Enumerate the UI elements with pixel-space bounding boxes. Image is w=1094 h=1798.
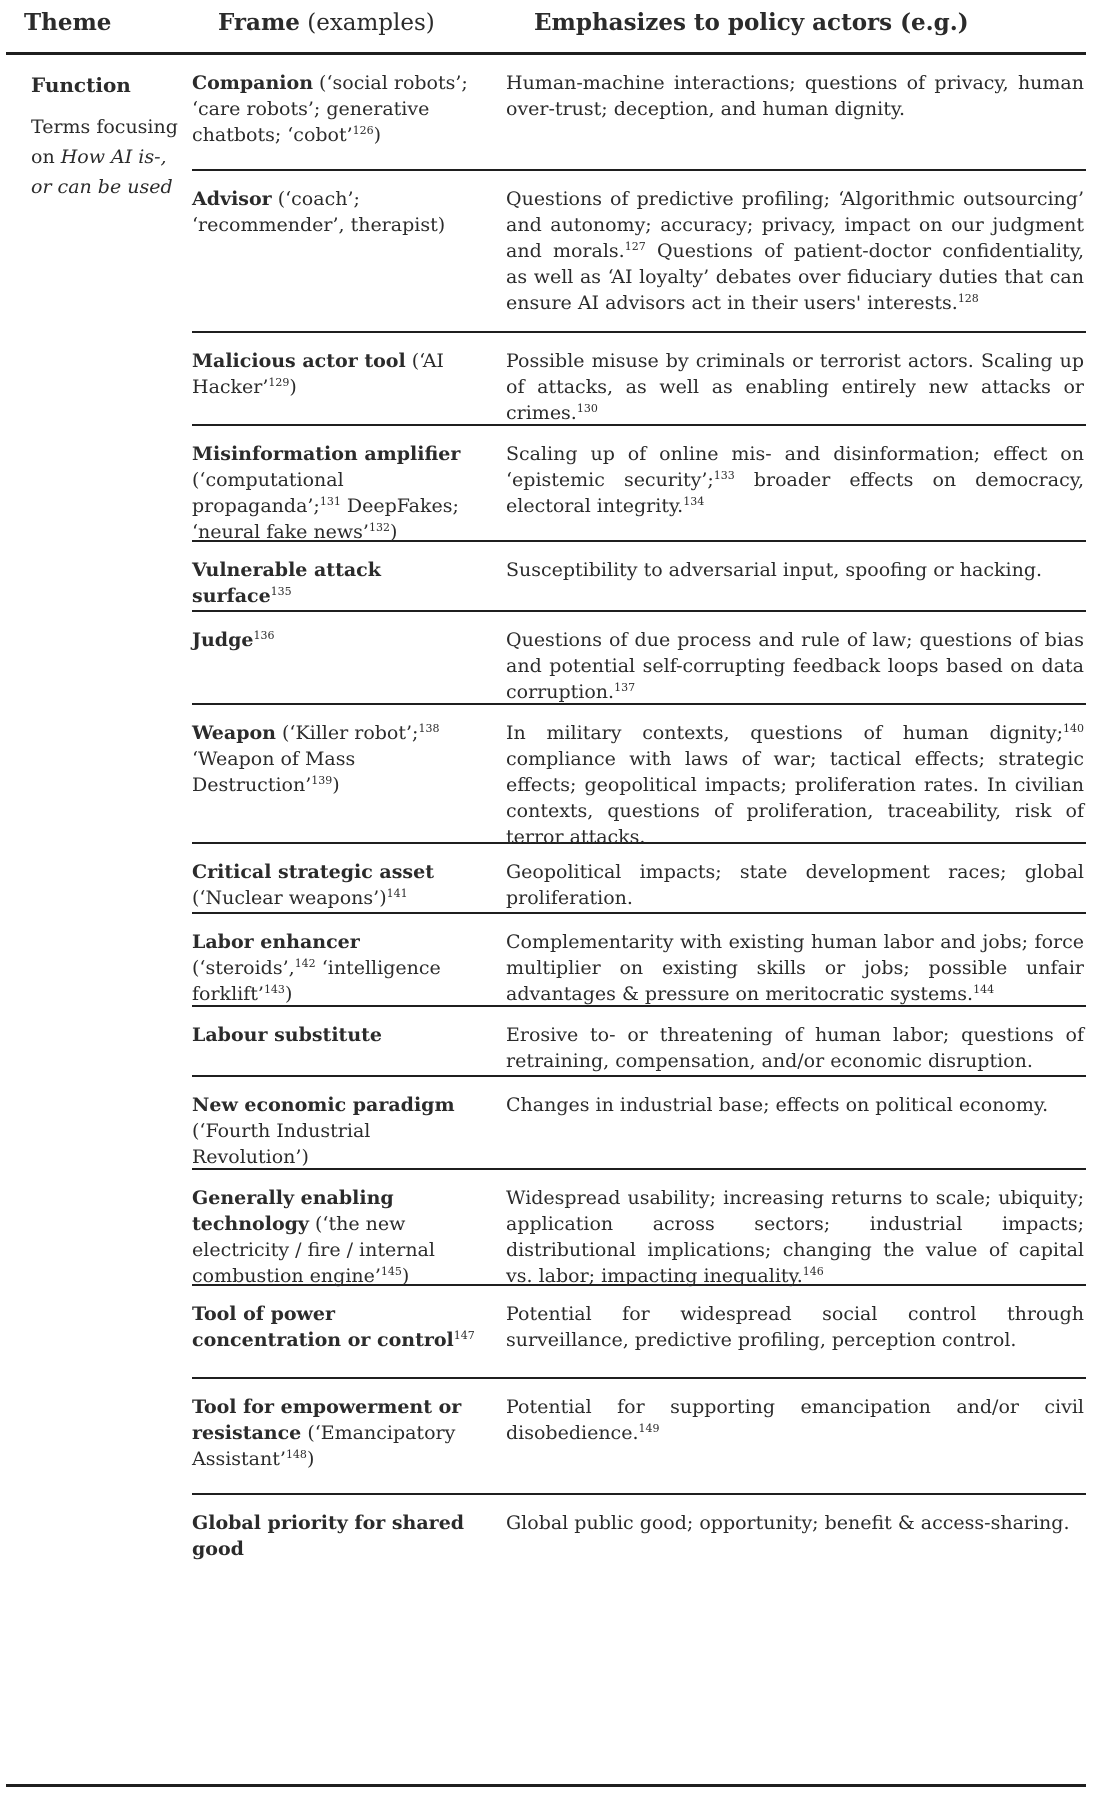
frame-cell: [192, 1394, 484, 1472]
footnote-ref: 135: [270, 585, 292, 598]
frame-examples: (‘social robots’; ‘care robots’; generative chatbots; ‘cobot’: [192, 72, 468, 146]
frame-examples-cont: ): [284, 983, 293, 1005]
emphasis-text: Potential for widespread social control through surveillance, predictive profiling, perception control.: [506, 1303, 1084, 1351]
header-frame: Frame (examples): [218, 9, 435, 36]
table-body: [192, 55, 1086, 1576]
frame-name: Tool for empowerment or resistance: [192, 1396, 462, 1444]
frame-examples-cont: ): [332, 774, 340, 796]
emphasis-text: Complementarity with existing human labor and jobs; force multiplier on existing skills or jobs; possible unfair advantages & pressure on meritocratic systems.: [506, 931, 1084, 1005]
emphasis-cell: [506, 859, 1084, 911]
emphasis-text: Human-machine interactions; questions of privacy, human over-trust; deception, and human dignity.: [506, 72, 1084, 120]
frame-examples: (‘the new electricity / fire / internal combustion engine’: [192, 1213, 435, 1287]
emphasis-text-cont: Questions of patient-doctor confidentiality, as well as ‘AI loyalty’ debates over fiduciary duties that can ensure AI advisors act in their users' interests.: [506, 240, 1084, 314]
table-row: [192, 612, 1086, 705]
footnote-ref: 148: [285, 1448, 307, 1461]
table-row: [192, 171, 1086, 333]
footnote-ref: 147: [453, 1329, 475, 1342]
emphasis-cell: [506, 557, 1084, 583]
table-row: [192, 1007, 1086, 1077]
footnote-ref: 131: [319, 495, 341, 508]
frame-cell: [192, 70, 484, 148]
emphasis-text: Questions of predictive profiling; ‘Algorithmic outsourcing’ and autonomy; accuracy; privacy, impact on our judgment and morals.: [506, 188, 1084, 262]
frame-examples-cont: DeepFakes; ‘neural fake news’: [192, 495, 459, 543]
emphasis-cell: [506, 1510, 1084, 1536]
footnote-ref: 130: [576, 402, 598, 415]
footnote-ref: 142: [294, 957, 316, 970]
frame-cell: [192, 441, 484, 545]
frame-name: Weapon: [192, 722, 276, 744]
frame-examples: (‘Nuclear weapons’): [192, 887, 387, 909]
footnote-ref: 146: [802, 1265, 824, 1278]
frame-cell: [192, 1022, 484, 1048]
frame-name: Labor enhancer: [192, 931, 360, 953]
frame-cell: [192, 627, 484, 653]
frame-cell: [192, 186, 484, 238]
emphasis-text: Potential for supporting emancipation and/or civil disobedience.: [506, 1396, 1084, 1444]
table-row: [192, 542, 1086, 612]
frame-examples-cont: ‘intelligence forklift’: [192, 957, 441, 1005]
footnote-ref: 149: [638, 1422, 660, 1435]
frame-examples: (‘computational propaganda’;: [192, 469, 344, 517]
emphasis-text: Scaling up of online mis- and disinformation; effect on ‘epistemic security’;: [506, 443, 1084, 491]
frame-examples-cont: ): [306, 1448, 315, 1470]
emphasis-cell: [506, 1022, 1084, 1074]
footnote-ref: 137: [614, 681, 636, 694]
emphasis-text: Changes in industrial base; effects on political economy.: [506, 1094, 1049, 1116]
table-row: [192, 1379, 1086, 1495]
footnote-ref: 129: [268, 376, 290, 389]
table-row: [192, 426, 1086, 542]
footnote-ref: 128: [957, 292, 979, 305]
frame-cell: [192, 1185, 484, 1289]
table: [6, 0, 1086, 1560]
table-row: [192, 1170, 1086, 1286]
table-row: [192, 55, 1086, 171]
footnote-ref: 140: [1063, 722, 1084, 735]
frame-cell: [192, 1301, 484, 1353]
frame-cell: [192, 557, 484, 609]
footnote-ref: 136: [253, 629, 275, 642]
table-row: [192, 844, 1086, 914]
frame-name: New economic paradigm: [192, 1094, 455, 1116]
emphasis-text: Susceptibility to adversarial input, spoofing or hacking.: [506, 559, 1043, 581]
frame-cell: [192, 859, 484, 911]
table-row: [192, 1495, 1086, 1576]
footnote-ref: 132: [368, 521, 390, 534]
emphasis-cell: [506, 348, 1084, 426]
footnote-ref: 127: [624, 240, 646, 253]
frame-cell: [192, 1092, 484, 1170]
bottom-rule: [6, 1784, 1086, 1787]
theme-description: Terms focusing on How AI is-, or can be used: [31, 116, 178, 198]
frame-examples-cont: ): [373, 124, 382, 146]
emphasis-cell: [506, 929, 1084, 1007]
footnote-ref: 145: [380, 1265, 402, 1278]
header-theme: Theme: [24, 9, 112, 36]
frame-name: Malicious actor tool: [192, 350, 406, 372]
frame-examples: (‘Emancipatory Assistant’: [192, 1422, 456, 1470]
emphasis-cell: [506, 186, 1084, 316]
emphasis-text: Geopolitical impacts; state development races; global proliferation.: [506, 861, 1084, 909]
frame-name: Advisor: [192, 188, 272, 210]
table-header: [6, 0, 1086, 52]
emphasis-text: Questions of due process and rule of law; questions of bias and potential self-corrupting feedback loops based on data corruption.: [506, 629, 1084, 703]
emphasis-cell: [506, 1394, 1084, 1446]
frame-name: Global priority for shared good: [192, 1512, 465, 1560]
header-emphasizes: Emphasizes to policy actors (e.g.): [534, 9, 969, 36]
emphasis-text: Possible misuse by criminals or terrorist actors. Scaling up of attacks, as well as enabling entirely new attacks or crimes.: [506, 350, 1084, 424]
emphasis-text: Erosive to- or threatening of human labor; questions of retraining, compensation, and/or economic disruption.: [506, 1024, 1084, 1072]
footnote-ref: 133: [713, 469, 735, 482]
emphasis-text-cont: broader effects on democracy, electoral integrity.: [506, 469, 1084, 517]
frame-examples-cont: ‘Weapon of Mass Destruction’: [192, 748, 356, 796]
table-row: [192, 1077, 1086, 1170]
emphasis-cell: [506, 627, 1084, 705]
footnote-ref: 143: [263, 983, 285, 996]
emphasis-cell: [506, 1185, 1084, 1289]
footnote-ref: 139: [311, 774, 333, 787]
frame-examples: (‘Killer robot’;: [275, 722, 419, 744]
frame-examples: (‘steroids’,: [192, 957, 295, 979]
frame-examples: (‘AI Hacker’: [192, 350, 444, 398]
table-row: [192, 705, 1086, 848]
footnote-ref: 138: [418, 722, 440, 735]
emphasis-cell: [506, 1092, 1084, 1118]
frame-examples-cont: ): [401, 1265, 410, 1287]
frame-name: Companion: [192, 72, 314, 94]
footnote-ref: 141: [386, 887, 408, 900]
frame-examples: (‘coach’; ‘recommender’, therapist): [192, 188, 446, 236]
frame-examples-cont: ): [289, 376, 297, 398]
emphasis-cell: [506, 441, 1084, 519]
frame-cell: [192, 1510, 484, 1562]
emphasis-cell: [506, 1301, 1084, 1353]
table-row: [192, 914, 1086, 1007]
frame-name: Misinformation amplifier: [192, 443, 461, 465]
emphasis-cell: [506, 70, 1084, 122]
frame-cell: [192, 929, 484, 1007]
table-row: [192, 1286, 1086, 1379]
footnote-ref: 134: [683, 495, 705, 508]
frame-name: Tool of power concentration or control: [192, 1303, 454, 1351]
frame-name: Labour substitute: [192, 1024, 383, 1046]
frame-cell: [192, 348, 484, 400]
emphasis-cell: [506, 720, 1084, 850]
footnote-ref: 126: [352, 124, 374, 137]
frame-examples: (‘Fourth Industrial Revolution’): [192, 1120, 371, 1168]
frame-name: Critical strategic asset: [192, 861, 434, 883]
frame-name: Vulnerable attack surface: [192, 559, 381, 607]
frame-cell: [192, 720, 484, 798]
emphasis-text: Global public good; opportunity; benefit & access-sharing.: [506, 1512, 1070, 1534]
frame-name: Judge: [192, 629, 254, 651]
footnote-ref: 144: [973, 983, 995, 996]
theme-cell: [31, 72, 181, 202]
emphasis-text: In military contexts, questions of human dignity;: [506, 722, 1063, 744]
emphasis-text: Widespread usability; increasing returns to scale; ubiquity; application across sectors; industrial impacts; distributional implications; changing the value of capital vs. labor; impacting inequality.: [506, 1187, 1084, 1287]
theme-title: Function: [31, 73, 131, 97]
emphasis-text-cont: compliance with laws of war; tactical effects; strategic effects; geopolitical impacts; proliferation rates. In civilian contexts, questions of proliferation, traceability, risk of terror attacks.: [506, 748, 1084, 848]
frame-name: Generally enabling technology: [192, 1187, 394, 1235]
frame-examples-cont: ): [389, 521, 398, 543]
table-row: [192, 333, 1086, 426]
